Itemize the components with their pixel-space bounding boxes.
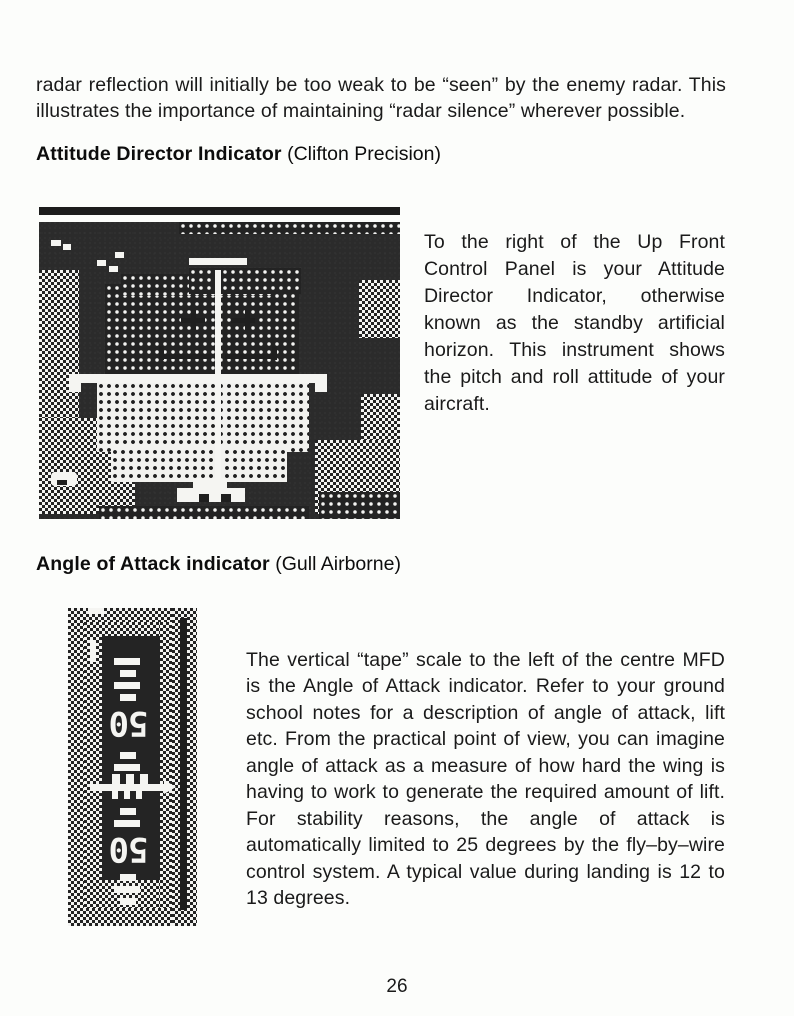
adi-pitch-ladder-right-2 [225, 354, 277, 359]
aoa-tick-l5 [120, 898, 136, 905]
adi-bottom-mount [177, 488, 245, 502]
heading-attitude-director-indicator [36, 142, 441, 166]
adi-bottom-mount-notch-left [199, 494, 209, 502]
aoa-inner-bezel-left [84, 622, 102, 908]
aoa-tick-u2 [120, 670, 136, 677]
adi-right-bezel-dither-top [359, 280, 400, 338]
adi-bottom-right-edge-dither [319, 492, 400, 519]
aoa-tape-photograph [68, 608, 197, 926]
aoa-tick-u1 [114, 658, 140, 665]
aoa-top-notch [88, 608, 104, 614]
aoa-paragraph: The vertical “tape” scale to the left of the centre MFD is the Angle of Attack indicator. Refer to your ground school notes for a description of angle of attack, lift etc. From the practical point of view, you can imagine angle of attack as a measure of how hard the wing is having to work to generate the required amount of lift. For stability reasons, the angle of attack is automatically limited to 25 degrees by the fly–by–wire control system. A typical value during landing is 12 to 13 degrees. [246, 648, 725, 909]
aoa-tick-l3 [120, 874, 136, 881]
aoa-scale-label-upper: 50 [109, 703, 149, 743]
heading-title-text: Attitude Director Indicator [36, 143, 282, 165]
heading-title-text-aoa: Angle of Attack indicator [36, 553, 270, 575]
adi-bottom-mount-notch-right [221, 494, 231, 502]
aoa-index-prong-6 [136, 790, 142, 799]
aoa-left-key-tab [90, 640, 96, 662]
heading-manufacturer-text: (Clifton Precision) [287, 143, 441, 165]
adi-pitch-ladder-right-2-tick [272, 346, 277, 360]
aoa-tick-l1 [120, 808, 136, 815]
adi-speck-c [97, 260, 106, 266]
aoa-frame-left [68, 608, 84, 926]
adi-speck-e [115, 252, 124, 258]
aoa-tick-u4 [120, 694, 136, 701]
adi-lower-left-knob-notch [57, 480, 67, 485]
heading-manufacturer-text-aoa: (Gull Airborne) [275, 553, 401, 575]
adi-sky-field [105, 284, 299, 376]
adi-bottom-mount-upper [193, 478, 227, 490]
adi-top-edge-dither [179, 222, 400, 234]
adi-ground-field-lower [111, 448, 287, 482]
aoa-tape-body [68, 608, 197, 926]
adi-speck-d [109, 266, 118, 272]
aoa-inner-bezel-right [160, 622, 172, 908]
adi-right-bezel-dither-mid [361, 394, 400, 446]
page-number: 26 [386, 976, 408, 997]
aoa-tick-m2 [114, 764, 140, 771]
aoa-tick-l2 [114, 820, 140, 827]
aoa-right-shadow-bar [180, 618, 187, 910]
adi-photograph [39, 207, 400, 519]
aoa-tick-u3 [114, 682, 140, 689]
aoa-index-prong-5 [124, 790, 130, 799]
aoa-scale-label-lower: 50 [109, 829, 149, 869]
adi-pitch-ladder-left-1-tick [191, 310, 196, 330]
heading-angle-of-attack-indicator [36, 552, 401, 576]
adi-vertical-pointer [215, 270, 221, 482]
adi-pitch-ladder-right-1-tick [245, 310, 250, 330]
adi-photo-plate [39, 222, 400, 519]
adi-pitch-ladder-left-2 [159, 354, 211, 359]
adi-pitch-ladder-right-1 [231, 318, 255, 323]
adi-horizon-bar-left-tip [69, 374, 81, 392]
adi-ground-field [97, 374, 309, 452]
adi-speck-a [51, 240, 61, 246]
aoa-tick-l4 [114, 886, 140, 893]
adi-speck-b [63, 244, 71, 250]
adi-paragraph: To the right of the Up Front Control Panel is your Attitude Director Indicator, otherwise known as the standby artificial horizon. This instrument shows the pitch and roll attitude of your aircraft. [424, 230, 725, 415]
adi-sky-field-upper-right [189, 268, 301, 294]
adi-top-chevron [189, 258, 247, 265]
adi-pitch-ladder-left-2-tick [159, 346, 164, 360]
aoa-index-prong-4 [112, 790, 118, 799]
aoa-tick-m1 [120, 752, 136, 759]
adi-horizon-bar-right-tip [315, 374, 327, 392]
intro-paragraph: radar reflection will initially be too weak to be “seen” by the enemy radar. This illustrates the importance of maintaining “radar silence” wherever possible. [36, 73, 726, 122]
adi-photo-top-rule [39, 207, 400, 215]
adi-bottom-edge-dither [99, 506, 309, 519]
adi-horizon-bar [69, 374, 327, 383]
aoa-index-prong-2 [126, 774, 134, 786]
aoa-index-prong-3 [140, 774, 148, 786]
aoa-index-prong-1 [112, 774, 120, 786]
